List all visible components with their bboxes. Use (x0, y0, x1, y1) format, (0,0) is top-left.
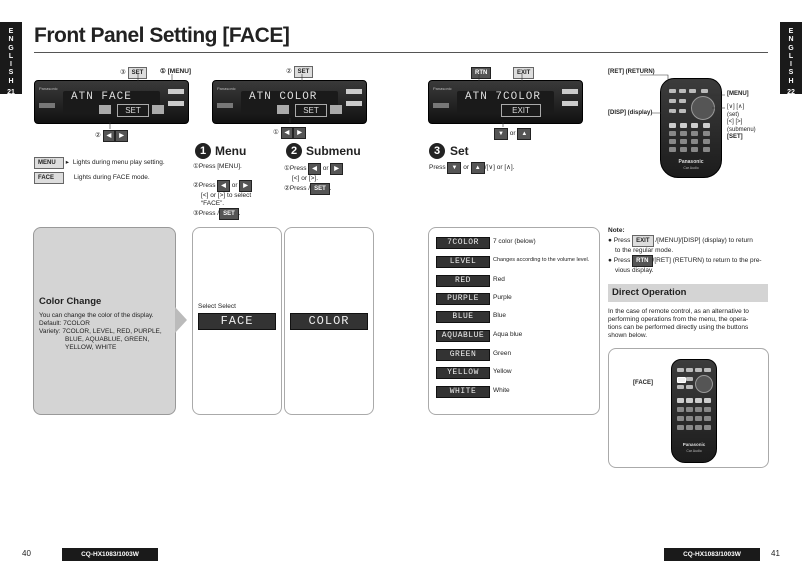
submenu-panel (284, 227, 374, 415)
color-display: COLOR (290, 313, 368, 330)
tab-letter: S (788, 69, 794, 77)
tab-letter: N (8, 36, 14, 44)
head-unit-display-1: Panasonic ATN FACE SET (34, 80, 189, 124)
lcd-text: ATN 7COLOR (465, 91, 542, 103)
step-title-menu: Menu (215, 144, 247, 158)
label-ret: [RET] (RETURN) (608, 69, 655, 75)
callout-updown: ▼ or ▲ (494, 128, 531, 140)
step-set-instructions: Press ▼ or ▲ /[∨] or [∧]. (429, 162, 515, 174)
remote-panel (608, 348, 769, 468)
tab-letter: I (790, 61, 792, 69)
tab-letter: G (788, 44, 794, 52)
step-submenu-instructions: ①Press ◀ or ▶ [<] or [>]. ②Press SET . (284, 163, 374, 195)
callout-set-2: ② SET (286, 66, 313, 78)
select-label: Select Select (198, 303, 236, 310)
note-block: Note: ● Press EXIT /[MENU]/[DISP] (display) to return to the regular mode. ● Press RTN /[RET] (RETURN) to return to the pre- vious display. (608, 227, 762, 274)
indicator-menu: MENU ▸ Lights during menu play setting. (34, 157, 165, 169)
lcd-exit: EXIT (501, 104, 541, 117)
step-menu-instructions: ①Press [MENU]. ②Press ◀ or ▶ [<] or [>] to select “FACE”. ③Press SET . (193, 163, 283, 220)
callout-arrows-2: ① ◀ ▶ (273, 127, 306, 139)
tab-page-number: 22 (787, 89, 795, 97)
tab-letter: E (8, 28, 14, 35)
tab-letter: H (788, 77, 794, 85)
head-unit-display-2: Panasonic ATN COLOR SET (212, 80, 367, 124)
tab-letter: E (788, 28, 794, 35)
model-label-right: CQ-HX1083/1003W (664, 548, 760, 561)
label-updown-set: [∨] [∧] (set) [<] [>] (submenu) [SET] (727, 104, 756, 140)
label-face: [FACE] (633, 380, 653, 386)
callout-arrows: ② ◀ ▶ (95, 130, 128, 142)
direct-operation-text: In the case of remote control, as an alternative to performing operations from the menu, the opera- tions can be performed directly using the buttons shown below. (608, 308, 749, 339)
face-display: FACE (198, 313, 276, 330)
tab-letter: H (8, 77, 14, 85)
lcd-text: ATN FACE (71, 91, 132, 103)
tab-letter: I (10, 61, 12, 69)
lcd-text: ATN COLOR (249, 91, 318, 103)
remote-brand-sub: Car Audio (683, 166, 699, 170)
remote-control-bottom: Panasonic Car Audio (671, 359, 717, 463)
color-change-desc: You can change the color of the display. Default: 7COLOR Variety: 7COLOR, LEVEL, RED, PURPLE, BLUE, AQUABLUE, GREEN, YELLOW, WHITE (39, 312, 162, 351)
page-number-left: 40 (22, 549, 31, 558)
indicator-face: FACE Lights during FACE mode. (34, 172, 150, 184)
callout-rtn: RTN (471, 67, 491, 79)
tab-letter: L (788, 52, 794, 60)
direct-operation-header: Direct Operation (608, 284, 768, 302)
tab-letter: S (8, 69, 14, 77)
callout-menu: ① [MENU] (160, 68, 192, 75)
color-change-panel (33, 227, 176, 415)
label-disp: [DISP] (display) (608, 110, 653, 116)
lcd-set: SET (295, 104, 327, 117)
tab-letter: N (788, 36, 794, 44)
model-label-left: CQ-HX1083/1003W (62, 548, 158, 561)
callout-set: ③ SET (120, 67, 147, 79)
lcd-set: SET (117, 104, 149, 117)
remote-brand: Panasonic (678, 159, 704, 165)
arrow-right-icon (175, 307, 187, 333)
step-number-2: 2 (286, 143, 302, 159)
page-number-right: 41 (771, 549, 780, 558)
head-unit-display-3: Panasonic ATN 7COLOR EXIT (428, 80, 583, 124)
callout-exit: EXIT (513, 67, 534, 79)
step-number-1: 1 (195, 143, 211, 159)
page-title: Front Panel Setting [FACE] (34, 24, 290, 47)
tab-letter: L (8, 52, 14, 60)
tab-page-number: 21 (7, 89, 15, 97)
menu-panel (192, 227, 282, 415)
step-number-3: 3 (429, 143, 445, 159)
label-menu: [MENU] (727, 91, 749, 97)
step-title-submenu: Submenu (306, 144, 361, 158)
color-change-title: Color Change (39, 296, 102, 307)
step-title-set: Set (450, 144, 469, 158)
tab-letter: G (8, 44, 14, 52)
